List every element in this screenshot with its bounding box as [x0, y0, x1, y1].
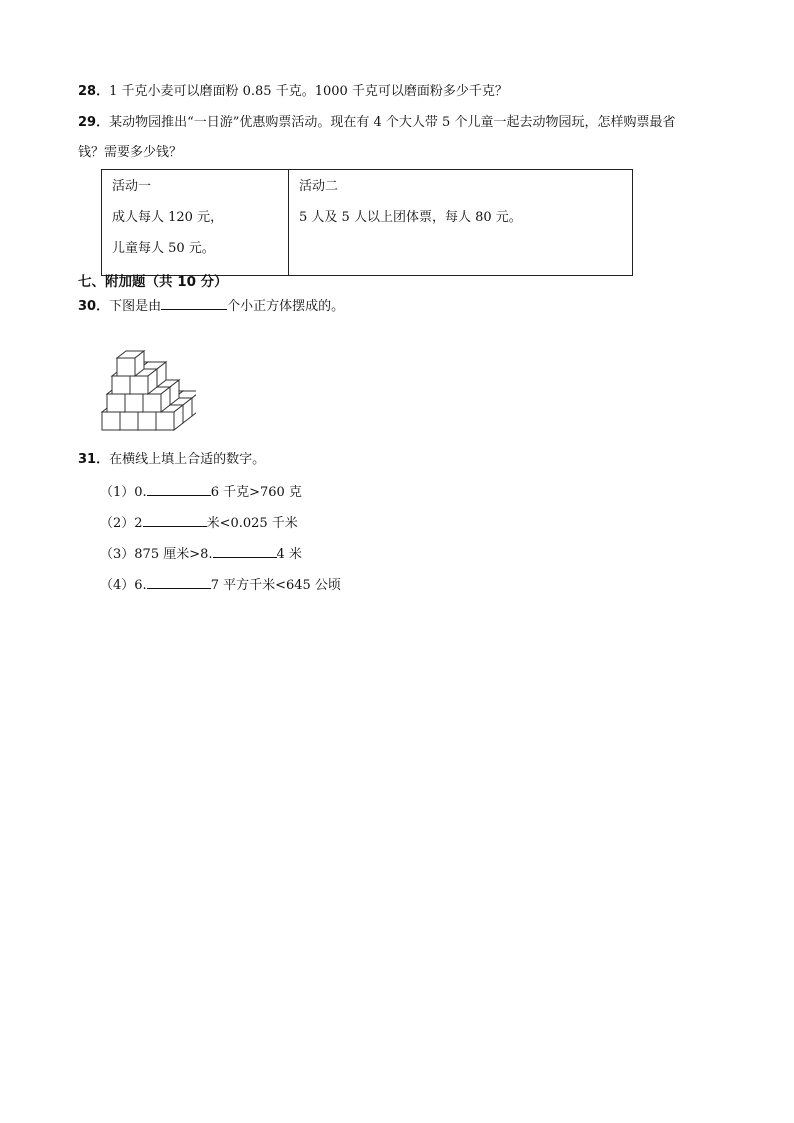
item-label: （4）	[100, 578, 135, 593]
q31-item-4	[100, 574, 341, 596]
item-after: 米<0.025 千米	[206, 516, 298, 531]
item-label: （1）	[100, 485, 135, 500]
cube-stack-figure	[100, 334, 196, 432]
q31-item-3	[100, 543, 302, 565]
activity-one-cell	[102, 170, 289, 276]
question-number: 28．	[78, 84, 110, 99]
activity-two-title: 活动二	[299, 179, 339, 194]
question-28	[78, 82, 508, 102]
question-number: 29．	[78, 115, 110, 130]
item-before: 6.	[134, 578, 147, 593]
item-before: 2	[134, 516, 143, 531]
q31-item-2	[100, 512, 298, 534]
question-text-before: 下图是由	[109, 299, 162, 314]
activity-one-adult-price: 成人每人 120 元，	[112, 210, 224, 225]
question-29	[78, 113, 675, 133]
activity-one-title: 活动一	[112, 179, 152, 194]
question-29-line2: 钱？需要多少钱？	[78, 145, 183, 160]
q31-item-1	[100, 481, 302, 503]
activity-one-child-price: 儿童每人 50 元。	[112, 241, 215, 256]
item-before: 0.	[134, 485, 147, 500]
activity-two-cell	[289, 170, 633, 276]
item-label: （3）	[100, 547, 135, 562]
question-31	[78, 450, 265, 470]
question-text: 1 千克小麦可以磨面粉 0.85 千克。1000 千克可以磨面粉多少千克？	[109, 84, 508, 99]
item-label: （2）	[100, 516, 135, 531]
item-after: 6 千克>760 克	[210, 485, 302, 500]
activity-table	[101, 169, 633, 276]
activity-two-group-price: 5 人及 5 人以上团体票，每人 80 元。	[299, 210, 522, 225]
answer-blank[interactable]	[213, 543, 277, 558]
question-number: 31．	[78, 452, 110, 467]
item-after: 7 平方千米<645 公顷	[210, 578, 341, 593]
question-number: 30．	[78, 299, 110, 314]
item-before: 875 厘米>8.	[134, 547, 213, 562]
question-text: 在横线上填上合适的数字。	[109, 452, 266, 467]
question-text-line1: 某动物园推出“一日游”优惠购票活动。现在有 4 个大人带 5 个儿童一起去动物园玩，怎样购票最省	[109, 115, 676, 130]
answer-blank[interactable]	[147, 481, 211, 496]
section-title: 七、附加题（共 10 分）	[78, 274, 228, 290]
question-30	[78, 295, 344, 317]
answer-blank[interactable]	[161, 295, 227, 310]
cube	[117, 351, 144, 376]
answer-blank[interactable]	[143, 512, 207, 527]
answer-blank[interactable]	[147, 574, 211, 589]
item-after: 4 米	[276, 547, 302, 562]
question-text-after: 个小正方体摆成的。	[227, 299, 345, 314]
